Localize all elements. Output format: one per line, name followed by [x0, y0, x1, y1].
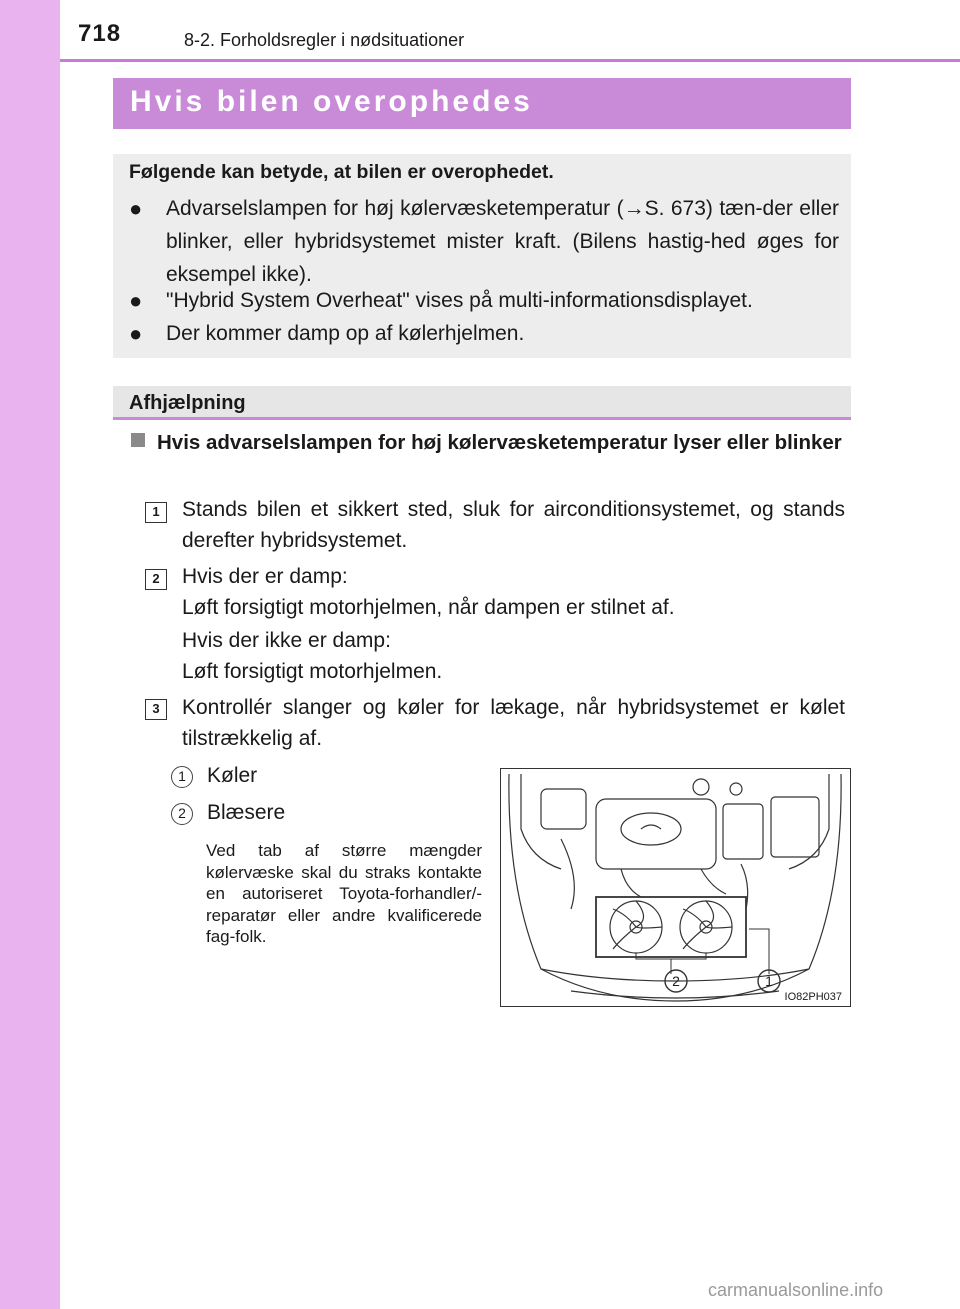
bullet-item: [129, 192, 839, 291]
info-box: [113, 154, 851, 358]
bullet-dot-icon: ●: [129, 196, 143, 221]
subsection-title: Afhjælpning: [129, 392, 246, 414]
section-title: Hvis bilen overophedes: [130, 85, 533, 118]
page-number: 718: [78, 20, 122, 47]
legend-label-fans: Blæsere: [207, 801, 286, 824]
step-text: Hvis der er damp:: [182, 565, 348, 588]
running-header: 8-2. Forholdsregler i nødsituationer: [184, 30, 465, 50]
header-rule: [60, 59, 960, 62]
callout-number: 2: [171, 803, 193, 825]
bullet-text: "Hybrid System Overheat" vises på multi-informationsdisplayet.: [166, 289, 753, 312]
info-intro: Følgende kan betyde, at bilen er overophedet.: [129, 161, 554, 183]
step-number-badge: 1: [145, 502, 167, 523]
situation-heading: Hvis advarselslampen for høj kølervæsketemperatur lyser eller blinker: [157, 431, 842, 454]
step-text: Løft forsigtigt motorhjelmen.: [182, 660, 443, 683]
bullet-item: [129, 284, 839, 317]
figure-code: IO82PH037: [784, 991, 842, 1003]
bullet-dot-icon: ●: [129, 321, 143, 346]
step-number-badge: 2: [145, 569, 167, 590]
step-text: Kontrollér slanger og køler for lækage, når hybridsystemet er kølet tilstrækkelig af.: [182, 696, 845, 750]
step-text: Stands bilen et sikkert sted, sluk for airconditionsystemet, og stands derefter hybridsystemet.: [182, 498, 845, 552]
step-text: Hvis der ikke er damp:: [182, 629, 391, 652]
legend-label-radiator: Køler: [207, 764, 258, 787]
step-text: Løft forsigtigt motorhjelmen, når dampen er stilnet af.: [182, 596, 675, 619]
side-color-strip: [0, 0, 60, 1309]
watermark: carmanualsonline.info: [708, 1280, 884, 1300]
coolant-note: Ved tab af større mængder kølervæske skal du straks kontakte en autoriseret Toyota-forhandler/-reparatør eller andre kvalificerede fag-folk.: [206, 841, 482, 946]
section-title-bar: [113, 78, 851, 129]
step-number-badge: 3: [145, 699, 167, 720]
engine-bay-illustration: [500, 768, 851, 1007]
square-bullet-icon: [131, 433, 145, 447]
figure-callout-2: 2: [672, 973, 680, 989]
bullet-dot-icon: ●: [129, 288, 143, 313]
callout-number: 1: [171, 766, 193, 788]
bullet-item: [129, 317, 839, 350]
engine-bay-drawing: [501, 769, 849, 1005]
bullet-text: Advarselslampen for høj kølervæsketemperatur (→S. 673) tæn-der eller blinker, eller hybridsystemet mister kraft. (Bilens hastig-hed øges for eksempel ikke).: [166, 197, 839, 286]
figure-callout-1: 1: [765, 973, 773, 989]
subsection-bar: [113, 386, 851, 420]
bullet-text: Der kommer damp op af kølerhjelmen.: [166, 322, 525, 345]
